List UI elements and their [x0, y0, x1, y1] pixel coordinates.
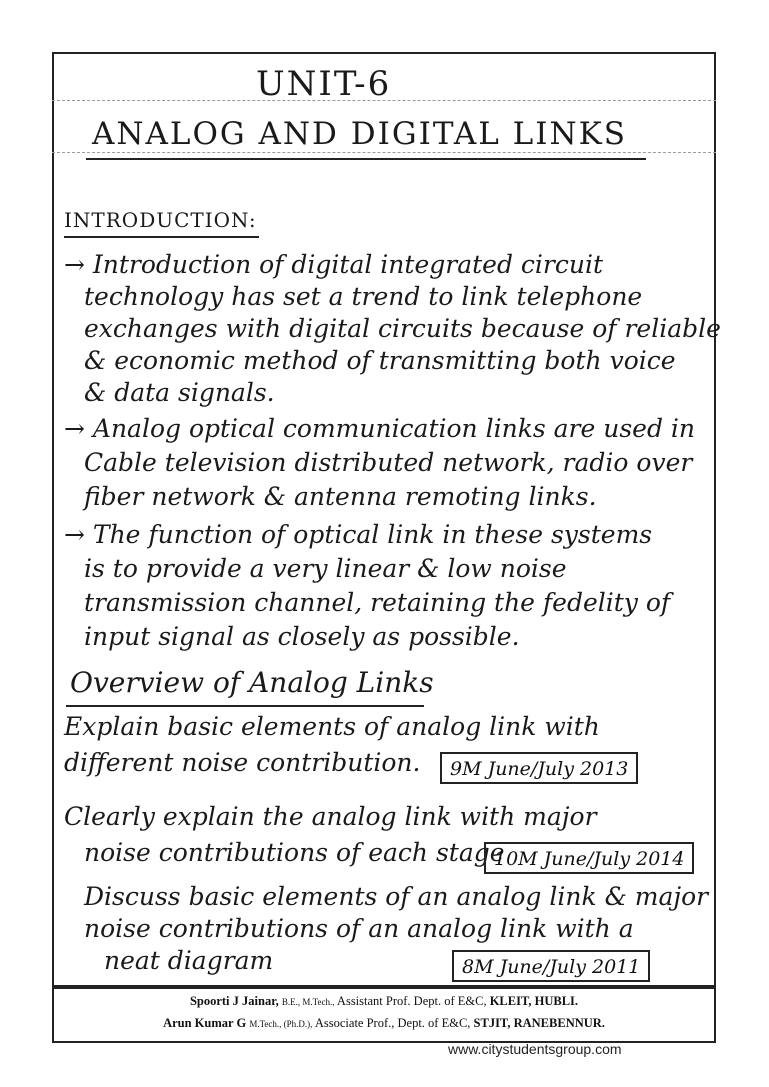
chapter-title: ANALOG AND DIGITAL LINKS — [92, 116, 628, 152]
website-url: www.citystudentsgroup.com — [448, 1041, 622, 1057]
intro-line: transmission channel, retaining the fedelity of — [84, 588, 671, 617]
question-line: neat diagram — [104, 946, 274, 975]
author-institute: KLEIT, HUBLI. — [489, 994, 579, 1008]
marks-box: 10M June/July 2014 — [484, 842, 694, 874]
author-name: Spoorti J Jainar, — [189, 994, 279, 1008]
intro-line: fiber network & antenna remoting links. — [84, 482, 597, 511]
intro-line: & data signals. — [84, 378, 275, 407]
unit-title: UNIT-6 — [256, 64, 392, 104]
introduction-heading: INTRODUCTION: — [64, 208, 257, 232]
marks-box: 9M June/July 2013 — [440, 752, 638, 784]
question-line: Explain basic elements of analog link with — [64, 712, 600, 741]
intro-line: technology has set a trend to link telephone — [84, 282, 643, 311]
title-underline — [86, 158, 646, 160]
intro-line: & economic method of transmitting both voice — [84, 346, 676, 375]
author-institute: STJIT, RANEBENNUR. — [473, 1016, 605, 1030]
author-name: Arun Kumar G — [163, 1016, 247, 1030]
intro-line: → Introduction of digital integrated circuit — [64, 250, 603, 279]
ruled-line — [52, 152, 716, 153]
intro-line: → Analog optical communication links are used in — [64, 414, 695, 443]
question-line: noise contributions of an analog link with a — [84, 914, 634, 943]
author-degree: M.Tech., (Ph.D.), — [249, 1019, 313, 1029]
question-line: different noise contribution. — [64, 748, 421, 777]
question-line: Clearly explain the analog link with major — [64, 802, 597, 831]
footer-line-2 — [54, 1014, 714, 1033]
author-position: Assistant Prof. Dept. of E&C, — [336, 994, 487, 1008]
introduction-underline — [64, 236, 259, 238]
question-line: Discuss basic elements of an analog link & major — [84, 882, 709, 911]
question-line: noise contributions of each stage — [84, 838, 505, 867]
marks-box: 8M June/July 2011 — [452, 950, 650, 982]
author-degree: B.E., M.Tech., — [281, 997, 335, 1007]
intro-line: Cable television distributed network, radio over — [84, 448, 693, 477]
footer-line-1 — [54, 992, 714, 1011]
overview-heading: Overview of Analog Links — [70, 666, 434, 699]
intro-line: → The function of optical link in these systems — [64, 520, 653, 549]
author-footer — [52, 987, 716, 1043]
author-position: Associate Prof., Dept. of E&C, — [314, 1016, 471, 1030]
overview-underline — [66, 705, 424, 707]
intro-line: input signal as closely as possible. — [84, 622, 520, 651]
intro-line: is to provide a very linear & low noise — [84, 554, 567, 583]
intro-line: exchanges with digital circuits because of reliable — [84, 314, 721, 343]
